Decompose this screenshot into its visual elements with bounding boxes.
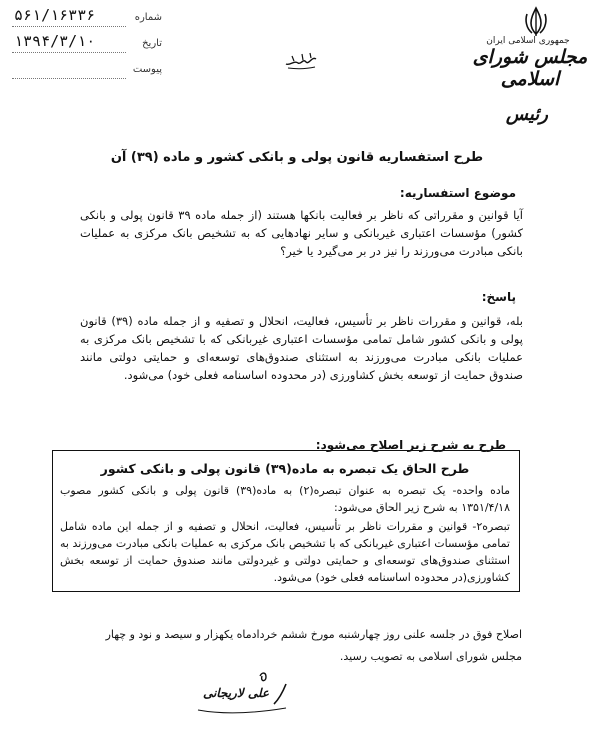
amendment-note-2: تبصره۲- قوانین و مقررات ناظر بر تأسیس، فعالیت، انحلال و تصفیه و از جمله این ماده شامل تمامی مؤسسات اعتباری غیربانکی که با تشخیص بانک مرکزی به عملیات بانکی مبادرت می‌ورزند به استثنای صندوق‌های توسعه‌ای و حمایتی دولتی و غیردولتی مانند صندوق حمایت از توسعه بخش کشاورزی(در محدوده اساسنامه فعلی خود) می‌شود. xyxy=(60,520,510,584)
answer-heading: پاسخ: xyxy=(481,290,516,304)
letter-date-label: تاریخ xyxy=(142,38,162,49)
parliament-logotype xyxy=(468,46,592,90)
amendment-single-article: ماده واحده- یک تبصره به عنوان تبصره(۲) به ماده(۳۹) قانون پولی و بانکی کشور مصوب ۱۳۵۱/۴/۱۸ به شرح زیر الحاق می‌شود: xyxy=(60,484,511,514)
letter-date-value: ۱۳۹۴/۳/۱۰ xyxy=(14,32,96,50)
approval-paragraph: اصلاح فوق در جلسه علنی روز چهارشنبه مورخ ششم خردادماه یکهزار و سیصد و نود و چهار مجلس شورای اسلامی به تصویب رسید. xyxy=(105,628,522,663)
letter-number-label: شماره xyxy=(134,12,162,23)
question-paragraph: آیا قوانین و مقرراتی که ناظر بر فعالیت بانکها هستند (از جمله ماده ۳۹ قانون پولی و بانکی کشور) مؤسسات اعتباری غیربانکی و سایر نهادهایی که به تشخیص بانک مرکزی به عملیات بانکی مبادرت می‌ورزند را نیز در بر می‌گیرد یا خیر؟ xyxy=(80,208,523,258)
letter-date-row xyxy=(12,32,162,58)
letter-number-value: ۵۶۱/۱۶۳۳۶ xyxy=(14,6,96,24)
letter-attachment-label: پیوست xyxy=(132,64,162,75)
iran-emblem-icon xyxy=(523,6,549,38)
office-title: رئیس xyxy=(505,104,548,125)
amendment-title: طرح الحاق یک تبصره به ماده(۳۹) قانون پولی و بانکی کشور xyxy=(100,461,470,476)
amendment-heading: طرح به شرح زیر اصلاح می‌شود: xyxy=(315,438,506,452)
letter-metadata xyxy=(12,6,162,84)
letter-number-row xyxy=(12,6,162,32)
letter-attachment-row xyxy=(12,58,162,84)
basmala-calligraphy-icon xyxy=(284,50,318,70)
divider xyxy=(12,78,126,79)
parliament-logotype-line1: مجلس شورای xyxy=(472,46,588,68)
brand-country-text: جمهوری اسلامی ایران xyxy=(486,36,570,46)
document-title: طرح استفساریه قانون پولی و بانکی کشور و ماده (۳۹) آن xyxy=(110,150,484,165)
divider xyxy=(12,26,126,27)
parliament-logotype-line2: اسلامی xyxy=(500,68,560,90)
question-heading: موضوع استفساریه: xyxy=(399,186,516,200)
divider xyxy=(12,52,126,53)
signatory-name: علی لاریجانی xyxy=(202,686,270,700)
answer-paragraph: بله، قوانین و مقررات ناظر بر تأسیس، فعالیت، انحلال و تصفیه و از جمله ماده (۳۹) قانون پولی و بانکی کشور شامل تمامی مؤسسات اعتباری غیربانکی که با تشخیص بانک مرکزی به عملیات بانکی مبادرت می‌ورزند به استثنای صندوق‌های توسعه‌ای و حمایتی دولتی مانند صندوق حمایت از توسعه بخش کشاورزی (در محدوده اساسنامه فعلی خود) می‌شود. xyxy=(80,314,524,382)
